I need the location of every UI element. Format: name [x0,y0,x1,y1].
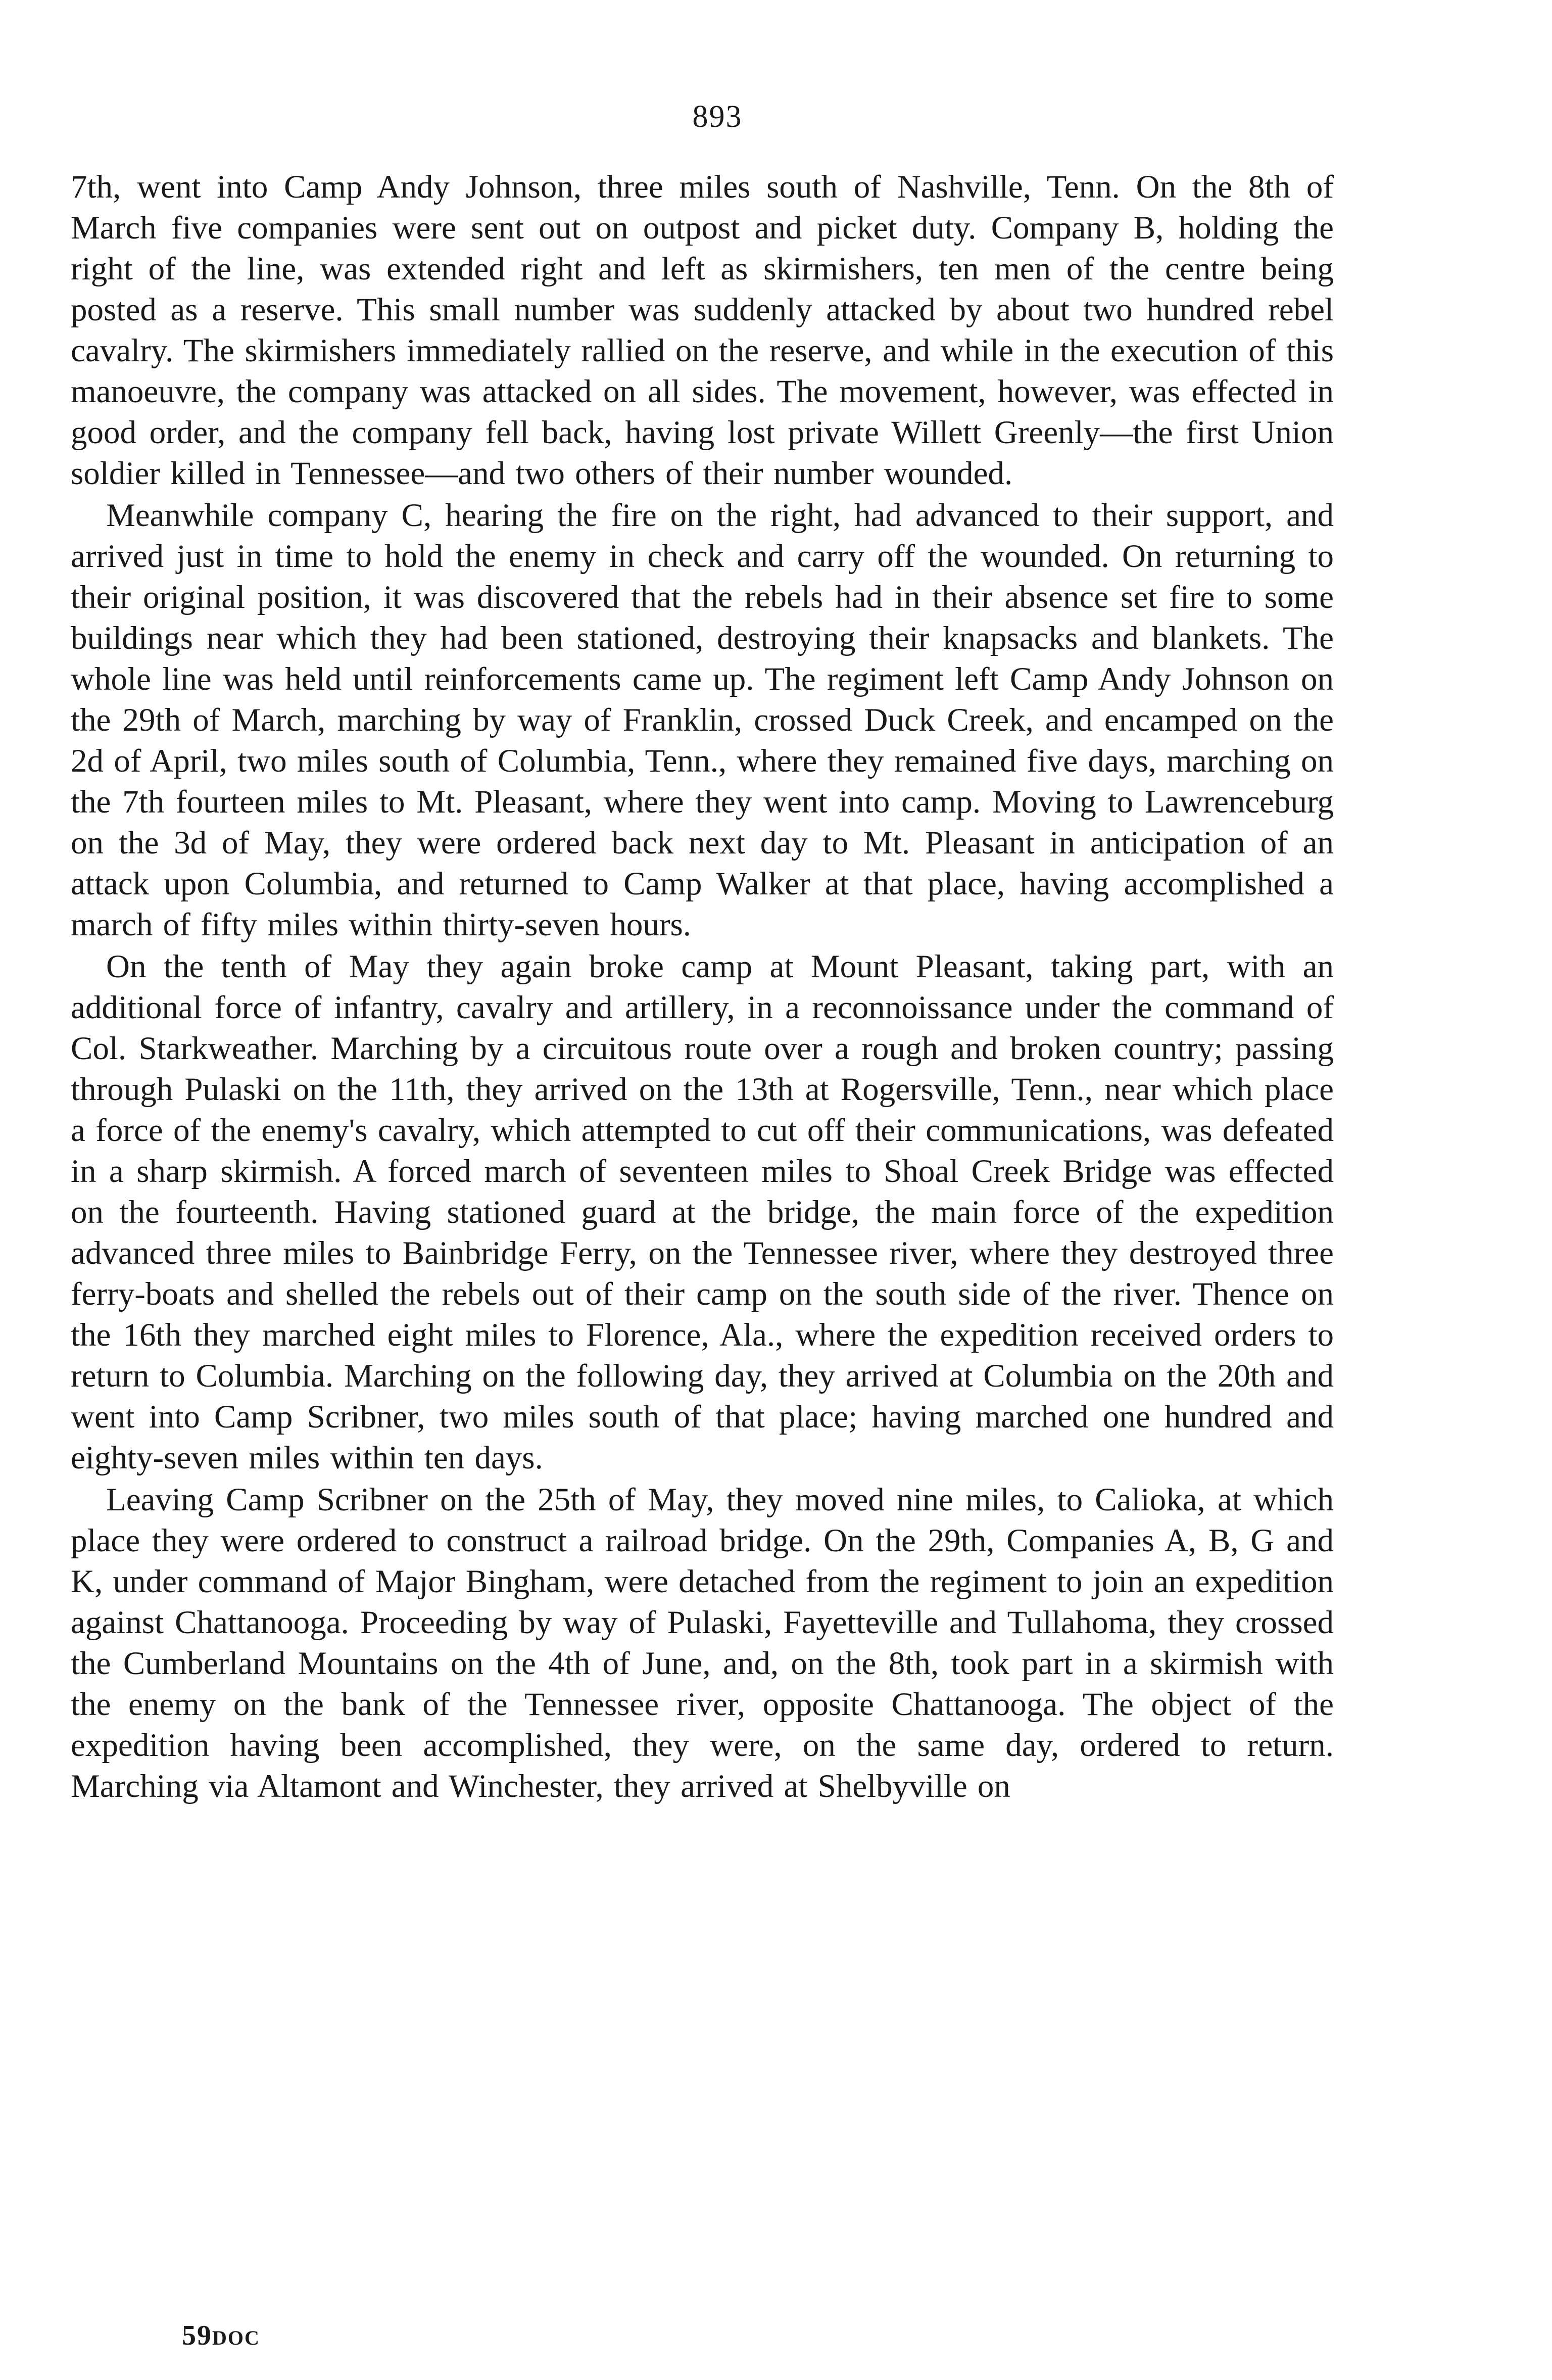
signature-label: DOC [212,2326,260,2349]
body-text [71,167,1334,1807]
page-number: 893 [692,100,743,134]
signature-mark [182,2319,260,2352]
signature-number: 59 [182,2320,212,2351]
paragraph-1: 7th, went into Camp Andy Johnson, three miles south of Nashville, Tenn. On the 8th of March five companies were sent out on outpost and picket duty. Company B, holding the right of the line, was extended right and left as skirmishers, ten men of the centre being posted as a reserve. This small number was suddenly attacked by about two hundred rebel cavalry. The skirmishers immediately rallied on the reserve, and while in the execution of this manoeuvre, the company was attacked on all sides. The movement, however, was effected in good order, and the company fell back, having lost private Willett Greenly—the first Union soldier killed in Tennessee—and two others of their number wounded. [71,169,1334,492]
paragraph-2: Meanwhile company C, hearing the fire on the right, had advanced to their support, and arrived just in time to hold the enemy in check and carry off the wounded. On returning to their original position, it was discovered that the rebels had in their absence set fire to some buildings near which they had been stationed, destroying their knapsacks and blankets. The whole line was held until reinforcements came up. The regiment left Camp Andy Johnson on the 29th of March, marching by way of Franklin, crossed Duck Creek, and encamped on the 2d of April, two miles south of Columbia, Tenn., where they remained five days, marching on the 7th fourteen miles to Mt. Pleasant, where they went into camp. Moving to Lawrenceburg on the 3d of May, they were ordered back next day to Mt. Pleasant in anticipation of an attack upon Columbia, and returned to Camp Walker at that place, having accomplished a march of fifty miles within thirty-seven hours. [71,497,1334,943]
paragraph-3: On the tenth of May they again broke camp at Mount Pleasant, taking part, with an additional force of infantry, cavalry and artillery, in a reconnoissance under the command of Col. Starkweather. Marching by a circuitous route over a rough and broken country; passing through Pulaski on the 11th, they arrived on the 13th at Rogersville, Tenn., near which place a force of the enemy's cavalry, which attempted to cut off their communications, was defeated in a sharp skirmish. A forced march of seventeen miles to Shoal Creek Bridge was effected on the fourteenth. Having stationed guard at the bridge, the main force of the expedition advanced three miles to Bainbridge Ferry, on the Tennessee river, where they destroyed three ferry-boats and shelled the rebels out of their camp on the south side of the river. Thence on the 16th they marched eight miles to Florence, Ala., where the expedition received orders to return to Columbia. Marching on the following day, they arrived at Columbia on the 20th and went into Camp Scribner, two miles south of that place; having marched one hundred and eighty-seven miles within ten days. [71,948,1334,1476]
paragraph-4: Leaving Camp Scribner on the 25th of May, they moved nine miles, to Calioka, at which place they were ordered to construct a railroad bridge. On the 29th, Companies A, B, G and K, under command of Major Bingham, were detached from the regiment to join an expedition against Chattanooga. Proceeding by way of Pulaski, Fayetteville and Tullahoma, they crossed the Cumberland Mountains on the 4th of June, and, on the 8th, took part in a skirmish with the enemy on the bank of the Tennessee river, opposite Chattanooga. The object of the expedition having been accomplished, they were, on the same day, ordered to return. Marching via Altamont and Winchester, they arrived at Shelbyville on [71,1482,1334,1804]
